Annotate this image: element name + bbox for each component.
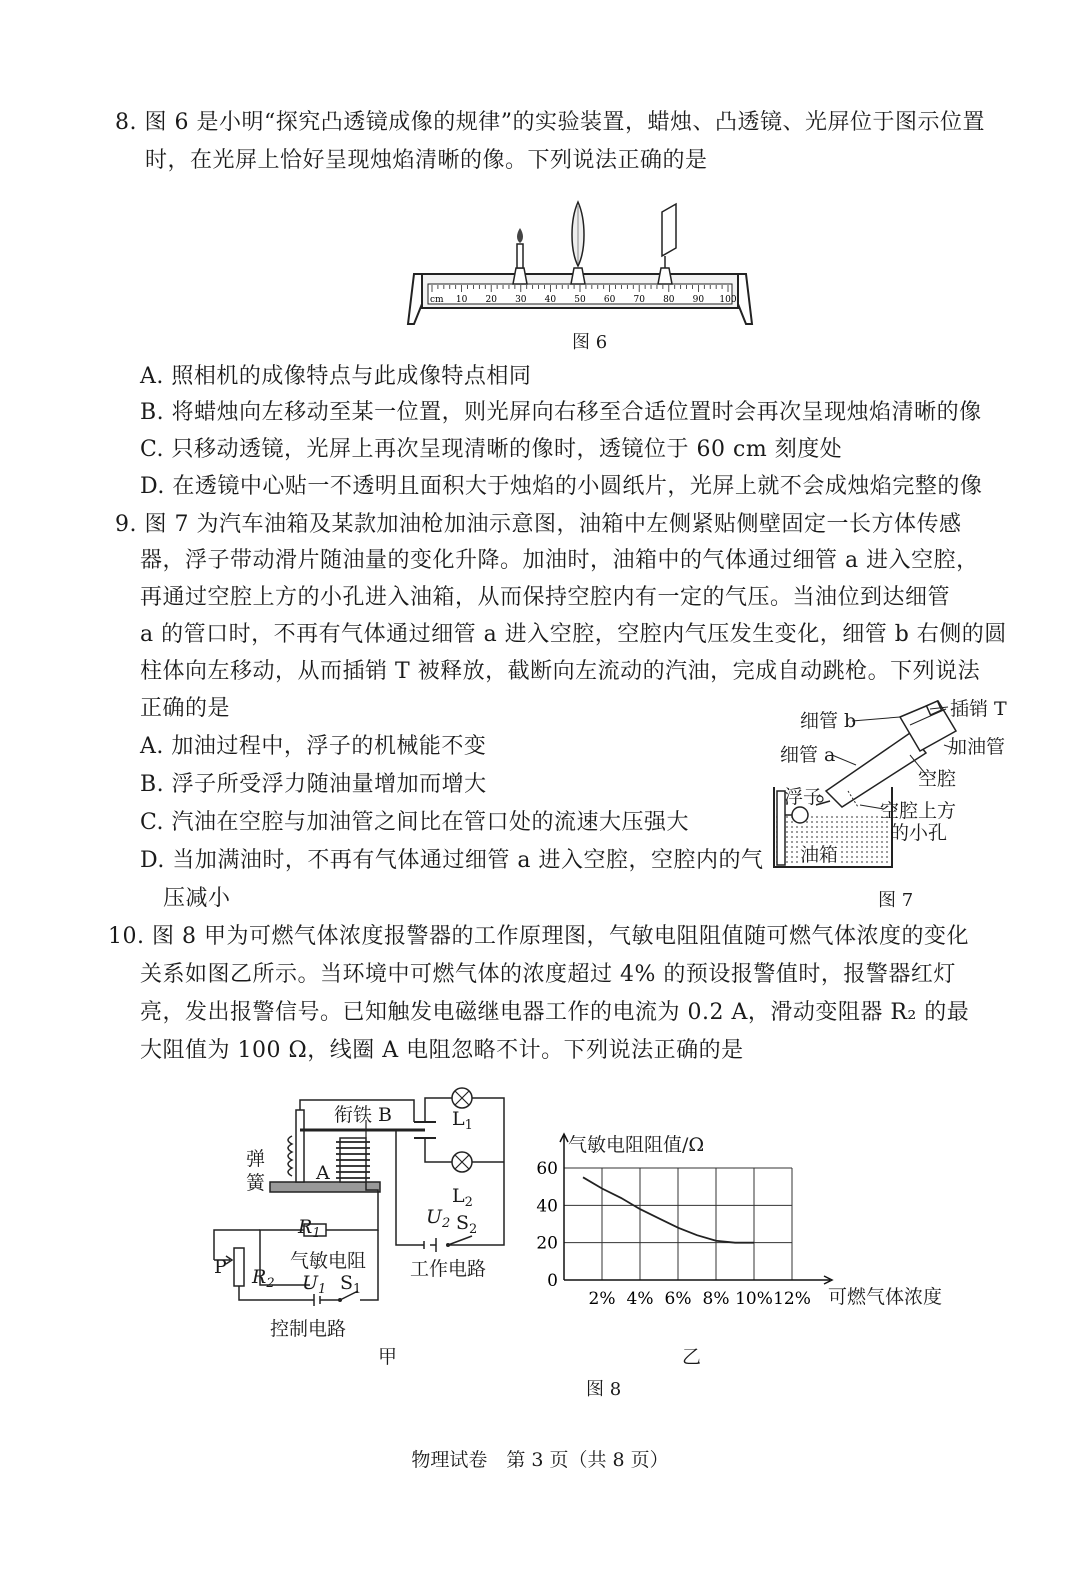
candle [517,244,523,268]
label-spring-1: 弹 [246,1148,266,1170]
scale-mark-label: 90 [692,295,705,305]
scale-mark-label: 40 [544,295,557,305]
bench-right-leg [738,274,752,324]
chart-y-tick-label: 0 [547,1271,558,1291]
q9-stem-line-2: 器，浮子带动滑片随油量的变化升降。加油时，油箱中的气体通过细管 a 进入空腔， [140,548,979,573]
scale-unit: cm [430,295,444,305]
label-r1: $R_1$ [298,1216,321,1241]
chart-y-tick-label: 40 [536,1196,558,1217]
page-footer: 物理试卷 第 3 页（共 8 页） [411,1449,669,1471]
scale-mark-label: 60 [603,295,616,305]
label-float: 浮子 [784,786,823,808]
candle-flame [517,228,523,243]
figure-7-caption: 图 7 [878,890,914,911]
label-hole-line-1: 空腔上方 [880,800,957,822]
q9-stem-line-6: 正确的是 [140,696,231,721]
label-jia: 甲 [378,1346,398,1368]
q8-option-a: A. 照相机的成像特点与此成像特点相同 [140,364,532,389]
label-armature-b: 衔铁 B [334,1104,393,1126]
label-l2: $L_2$ [452,1185,473,1210]
optical-bench-figure [400,198,760,328]
scale-mark-label: 50 [574,295,586,305]
nozzle-body [826,733,926,807]
q9-stem-line-1: 9. 图 7 为汽车油箱及某款加油枪加油示意图，油箱中左侧紧贴侧壁固定一长方体传感 [115,512,962,537]
label-s2: $S_2$ [456,1212,478,1237]
spring [288,1136,292,1176]
chart-x-axis-label: 可燃气体浓度 [828,1286,943,1308]
q9-option-b: B. 浮子所受浮力随油量增加而增大 [140,772,487,797]
label-work-circuit: 工作电路 [410,1258,487,1280]
label-s1: $S_1$ [340,1272,362,1297]
q8-stem-line-1: 8. 图 6 是小明“探究凸透镜成像的规律”的实验装置，蜡烛、凸透镜、光屏位于图示位置 [115,110,985,135]
light-screen [662,204,676,256]
label-tube-b: 细管 b [800,710,857,732]
screen-holder [658,268,672,284]
q9-stem-line-3: 再通过空腔上方的小孔进入油箱，从而保持空腔内有一定的气压。当油位到达细管 [140,585,951,610]
q9-option-c: C. 汽油在空腔与加油管之间比在管口处的流速大压强大 [140,810,690,835]
scale-mark-label: 10 [455,295,468,305]
label-slider-p: P [214,1256,227,1278]
scale-mark-label: 80 [663,295,675,305]
spring-post [296,1110,304,1182]
chart-y-tick-label: 60 [536,1159,558,1179]
chart-y-tick-label: 20 [536,1233,558,1254]
q9-stem-line-5: 柱体向左移动，从而插销 T 被释放，截断向左流动的汽油，完成自动跳枪。下列说法 [140,659,981,684]
q10-stem-line-2: 关系如图乙所示。当环境中可燃气体的浓度超过 4% 的预设报警值时，报警器红灯 [140,962,956,987]
chart-x-tick-label: 10% [735,1289,773,1309]
label-coil-a: A [316,1162,330,1184]
q8-option-d: D. 在透镜中心贴一不透明且面积大于烛焰的小圆纸片，光屏上就不会成烛焰完整的像 [140,474,983,499]
q9-option-d-cont: 压减小 [163,886,231,911]
label-control-circuit: 控制电路 [270,1318,347,1340]
label-nozzle: 加油管 [948,736,1006,758]
label-cavity: 空腔 [918,768,957,790]
chart-x-tick-label: 6% [664,1289,692,1309]
q10-stem-line-4: 大阻值为 100 Ω，线圈 A 电阻忽略不计。下列说法正确的是 [140,1038,744,1063]
q9-stem-line-4: a 的管口时，不再有气体通过细管 a 进入空腔，空腔内气压发生变化，细管 b 右侧的圆 [140,622,1007,647]
chart-x-tick-label: 12% [773,1289,811,1309]
label-pin-t: 插销 T [950,698,1007,720]
q9-option-d: D. 当加满油时，不再有气体通过细管 a 进入空腔，空腔内的气 [140,848,764,873]
q8-option-b: B. 将蜡烛向左移动至某一位置，则光屏向右移至合适位置时会再次呈现烛焰清晰的像 [140,400,982,425]
label-u1: $U_1$ [302,1272,327,1297]
rheostat-r2 [234,1248,244,1286]
q9-option-a: A. 加油过程中，浮子的机械能不变 [140,734,487,759]
resistance-curve [583,1177,754,1242]
label-r2: $R_2$ [252,1266,275,1291]
float-ball [792,807,808,823]
bench-left-leg [408,274,422,324]
scale-mark-label: 20 [485,295,497,305]
q8-option-c: C. 只移动透镜，光屏上再次呈现清晰的像时，透镜位于 60 cm 刻度处 [140,437,843,462]
scale-mark-label: 70 [633,295,645,305]
label-u2: $U_2$ [426,1206,451,1231]
chart-x-tick-label: 8% [702,1289,730,1309]
scale-mark-label: 100 [719,295,737,305]
figure-8-caption: 图 8 [586,1379,622,1400]
label-tube-a: 细管 a [780,744,836,766]
label-yi: 乙 [682,1346,702,1368]
label-tank: 油箱 [800,844,839,866]
label-gas-resistor: 气敏电阻 [290,1250,367,1272]
chart-x-tick-label: 4% [626,1289,654,1309]
label-spring-2: 簧 [246,1172,266,1194]
q10-stem-line-1: 10. 图 8 甲为可燃气体浓度报警器的工作原理图，气敏电阻阻值随可燃气体浓度的变化 [108,924,969,949]
scale-mark-label: 30 [515,295,527,305]
chart-y-axis-label: 气敏电阻阻值/Ω [568,1134,705,1156]
figure-6-caption: 图 6 [572,332,608,353]
q8-stem-line-2: 时，在光屏上恰好呈现烛焰清晰的像。下列说法正确的是 [145,148,708,173]
lens-holder [571,268,585,284]
q10-stem-line-3: 亮，发出报警信号。已知触发电磁继电器工作的电流为 0.2 A，滑动变阻器 R₂ 的最 [140,1000,970,1025]
candle-holder [513,268,527,284]
label-hole-line-2: 的小孔 [890,822,948,844]
chart-x-tick-label: 2% [588,1289,616,1309]
coil-a [336,1142,370,1178]
label-l1: $L_1$ [452,1108,473,1133]
